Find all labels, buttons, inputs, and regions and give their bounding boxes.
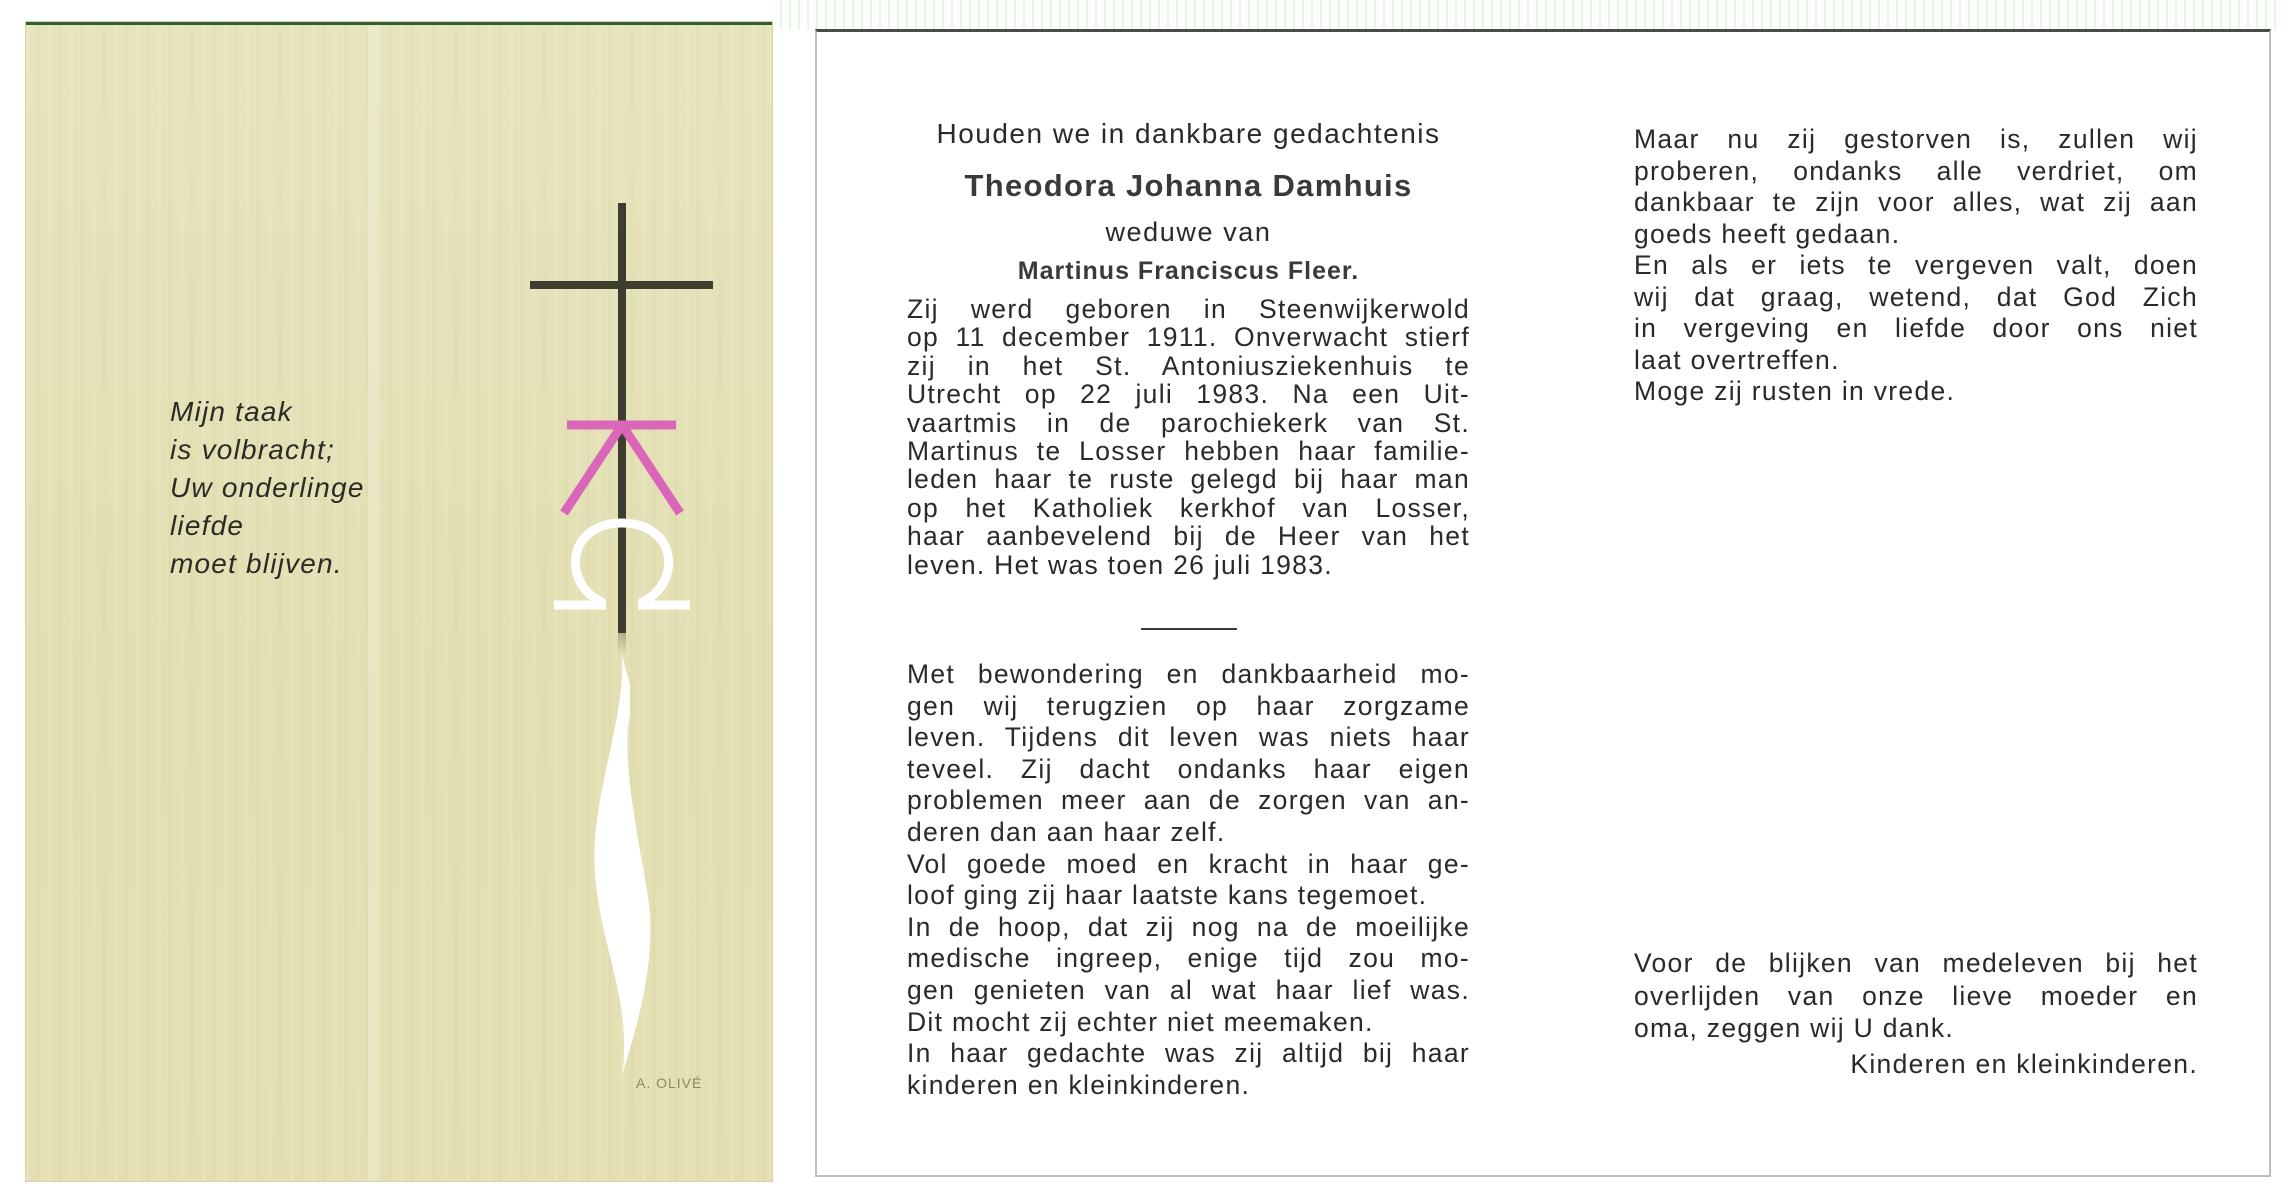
paragraph xyxy=(1634,947,2198,1045)
text-line: En als er iets te vergeven valt, doen xyxy=(1634,250,2198,280)
cross-vertical xyxy=(618,203,626,633)
text-line: proberen, ondanks alle verdriet, om xyxy=(1634,155,2198,186)
text-line: In haar gedachte was zij altijd bij haar xyxy=(907,1038,1470,1069)
paragraph xyxy=(1634,250,2198,376)
divider xyxy=(1141,628,1237,630)
text-line: laat overtreffen. xyxy=(1634,344,1840,375)
text-line: zij in het St. Antoniusziekenhuis te xyxy=(907,350,1470,381)
card-front xyxy=(26,22,772,1181)
text-line: gen wij terugzien op haar zorgzame xyxy=(907,690,1470,721)
deceased-name: Theodora Johanna Damhuis xyxy=(964,168,1413,203)
text-line: Voor de blijken van medeleven bij het xyxy=(1634,948,2198,978)
scan-artifact xyxy=(780,0,2280,30)
tribute xyxy=(907,659,1470,1101)
paragraph xyxy=(907,1038,1470,1101)
cross-horizontal xyxy=(530,281,713,289)
relation: weduwe van xyxy=(1105,217,1272,247)
paragraph xyxy=(907,912,1470,1038)
reflection xyxy=(1634,124,2198,408)
text-line: leden haar te ruste gelegd bij haar man xyxy=(907,464,1470,495)
text-line: wij dat graag, wetend, dat God Zich xyxy=(1634,281,2198,312)
text-line: vaartmis in de parochiekerk van St. xyxy=(907,407,1470,438)
text-line: deren dan aan haar zelf. xyxy=(907,816,1226,847)
artist-signature: A. OLIVÉ xyxy=(636,1075,703,1091)
text-line: loof ging zij haar laatste kans tegemoet. xyxy=(907,880,1428,911)
paragraph xyxy=(907,849,1470,912)
cross-alpha-omega-icon xyxy=(26,25,772,1181)
text-line: goeds heeft gedaan. xyxy=(1634,218,1901,249)
text-line: dankbaar te zijn voor alles, wat zij aan xyxy=(1634,187,2198,217)
paragraph xyxy=(907,295,1470,579)
paragraph xyxy=(907,659,1470,849)
text-line: problemen meer aan de zorgen van an- xyxy=(907,785,1470,816)
text-line: medische ingreep, enige tijd zou mo- xyxy=(907,943,1470,974)
husband-name: Martinus Franciscus Fleer. xyxy=(1017,257,1360,285)
text-line: teveel. Zij dacht ondanks haar eigen xyxy=(907,753,1470,784)
poem-line: moet blijven. xyxy=(170,548,343,579)
biography xyxy=(907,295,1470,579)
text-line: leven. Tijdens dit leven was niets haar xyxy=(907,722,1470,753)
text-line: Martinus te Losser hebben haar familie- xyxy=(907,436,1470,467)
text-line: oma, zeggen wij U dank. xyxy=(1634,1013,1955,1043)
cross-fade xyxy=(618,585,626,655)
text-line: In de hoop, dat zij nog na de moeilijke xyxy=(907,911,1470,942)
text-line: haar aanbevelend bij de Heer van het xyxy=(907,521,1470,552)
card-inside xyxy=(815,29,2271,1177)
text-line: Zij werd geboren in Steenwijkerwold xyxy=(907,294,1470,324)
text-line: Utrecht op 22 juli 1983. Na een Uit- xyxy=(907,379,1470,410)
poem-line: liefde xyxy=(170,510,245,541)
text-line: Vol goede moed en kracht in haar ge- xyxy=(907,848,1470,879)
flame-icon xyxy=(594,655,650,1075)
paragraph xyxy=(1634,376,2198,408)
text-line: overlijden van onze lieve moeder en xyxy=(1634,980,2198,1011)
text-line: leven. Het was toen 26 juli 1983. xyxy=(907,549,1333,580)
heading: Houden we in dankbare gedachtenis xyxy=(936,118,1441,149)
text-line: Met bewondering en dankbaarheid mo- xyxy=(907,659,1470,689)
thanks-signature: Kinderen en kleinkinderen. xyxy=(1850,1049,2198,1079)
text-line: op het Katholiek kerkhof van Losser, xyxy=(907,492,1470,523)
text-line: kinderen en kleinkinderen. xyxy=(907,1069,1251,1100)
poem-line: Uw onderlinge xyxy=(170,472,365,503)
text-line: Dit mocht zij echter niet meemaken. xyxy=(907,1006,1374,1037)
poem-line: Mijn taak xyxy=(170,396,293,427)
paragraph xyxy=(1634,124,2198,250)
text-line: Maar nu zij gestorven is, zullen wij xyxy=(1634,124,2198,154)
text-line: gen genieten van al wat haar lief was. xyxy=(907,974,1470,1005)
text-line: Moge zij rusten in vrede. xyxy=(1634,376,1956,406)
thanks xyxy=(1634,947,2198,1045)
text-line: in vergeving en liefde door ons niet xyxy=(1634,313,2198,343)
text-line: op 11 december 1911. Onverwacht stierf xyxy=(907,322,1470,353)
poem-line: is volbracht; xyxy=(170,434,335,465)
